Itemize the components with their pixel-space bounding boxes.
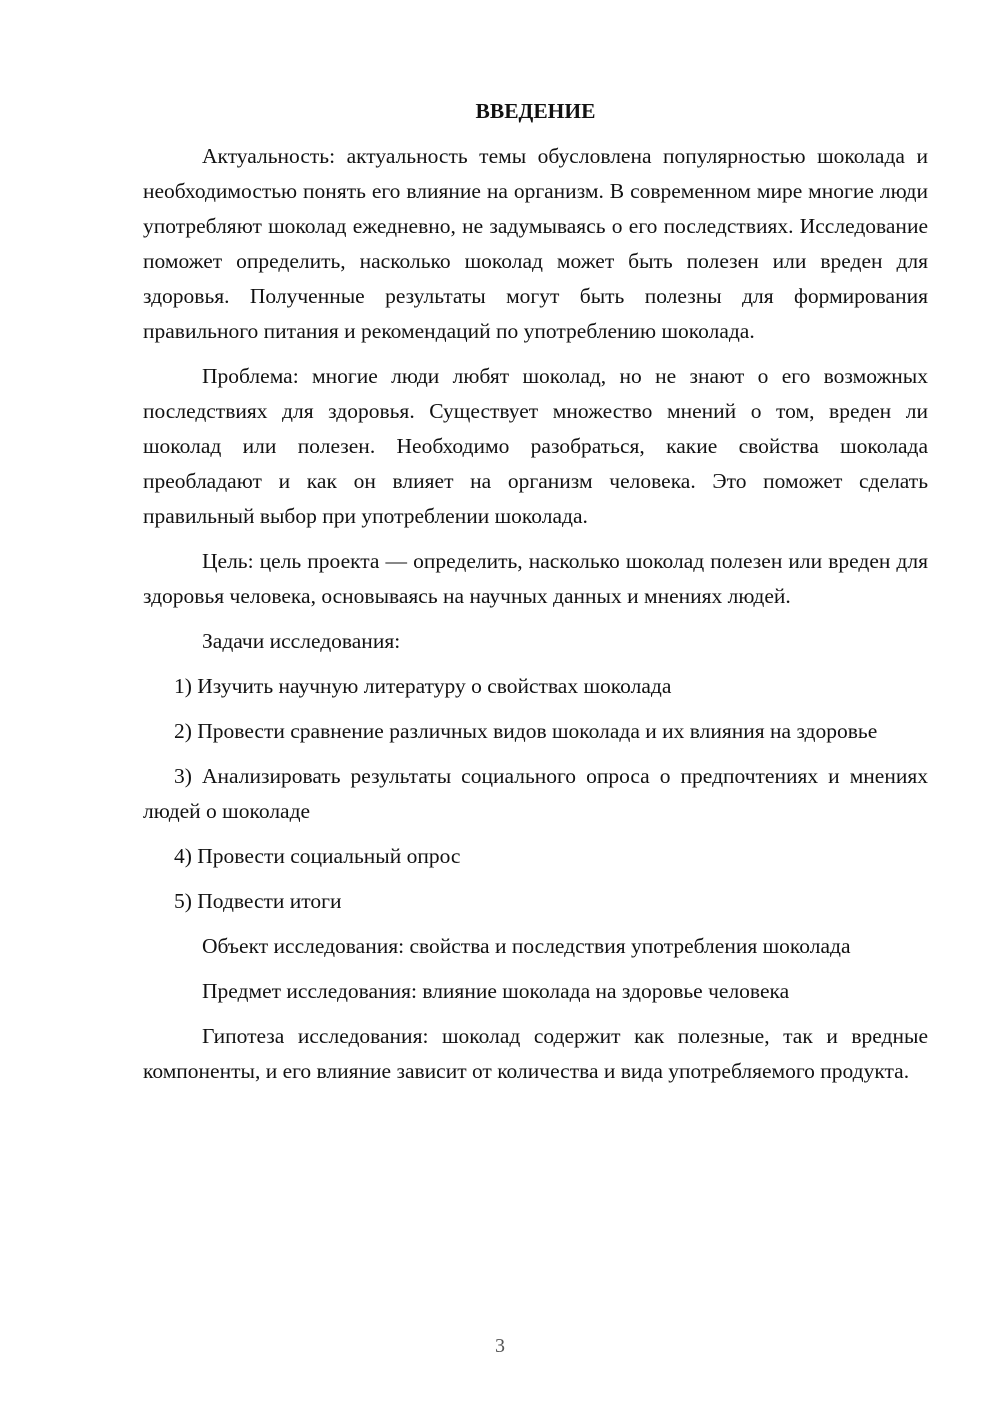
tasks-heading: Задачи исследования: xyxy=(202,629,401,653)
paragraph-subject: Предмет исследования: влияние шоколада на здоровье человека xyxy=(202,979,790,1003)
page-number: 3 xyxy=(495,1335,505,1357)
paragraph-relevance: Актуальность: актуальность темы обусловлена популярностью шоколада и необходимостью понять его влияние на организм. В современном мире многие люди употребляют шоколад ежедневно, не задумываясь о его последствиях. Исследование поможет определить, насколько шоколад может быть полезен или вреден для здоровья. Полученные результаты могут быть полезны для формирования правильного питания и рекомендаций по употреблению шоколада. xyxy=(143,144,928,343)
task-item-2: 2) Провести сравнение различных видов шоколада и их влияния на здоровье xyxy=(174,719,878,743)
document-body xyxy=(143,94,928,1099)
section-title: ВВЕДЕНИЕ xyxy=(475,99,596,123)
task-item-1: 1) Изучить научную литературу о свойствах шоколада xyxy=(174,674,672,698)
paragraph-object: Объект исследования: свойства и последствия употребления шоколада xyxy=(202,934,851,958)
paragraph-goal: Цель: цель проекта — определить, насколько шоколад полезен или вреден для здоровья человека, основываясь на научных данных и мнениях людей. xyxy=(143,549,928,608)
paragraph-hypothesis: Гипотеза исследования: шоколад содержит как полезные, так и вредные компоненты, и его влияние зависит от количества и вида употребляемого продукта. xyxy=(143,1024,928,1083)
task-item-5: 5) Подвести итоги xyxy=(174,889,342,913)
task-item-3: 3) Анализировать результаты социального опроса о предпочтениях и мнениях людей о шоколаде xyxy=(143,764,928,823)
task-item-4: 4) Провести социальный опрос xyxy=(174,844,461,868)
paragraph-problem: Проблема: многие люди любят шоколад, но не знают о его возможных последствиях для здоровья. Существует множество мнений о том, вреден ли шоколад или полезен. Необходимо разобраться, какие свойства шоколада преобладают и как он влияет на организм человека. Это поможет сделать правильный выбор при употреблении шоколада. xyxy=(143,364,928,528)
